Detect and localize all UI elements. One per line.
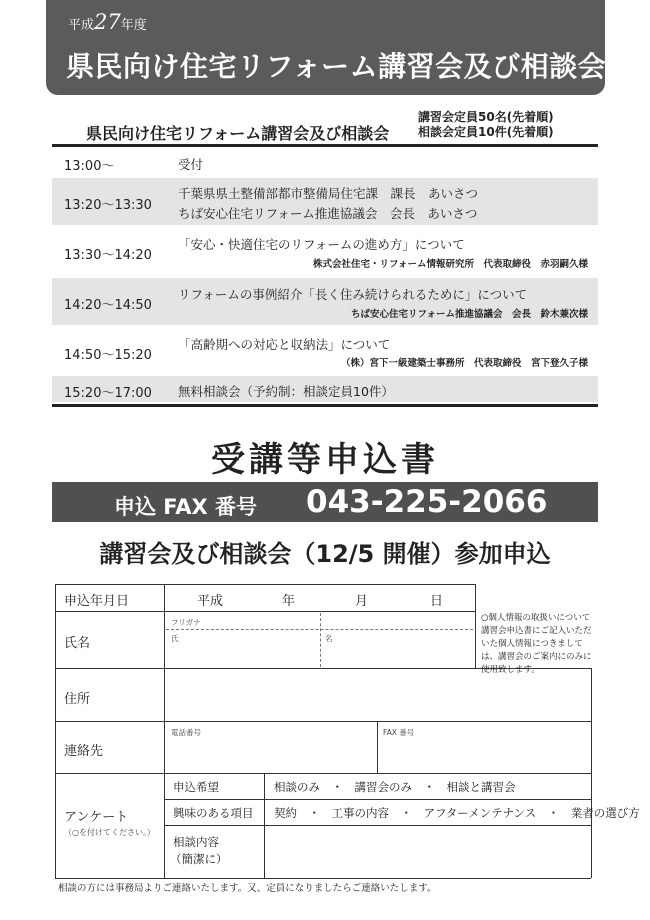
header-banner — [46, 0, 605, 95]
form-title: 受講等申込書 — [211, 440, 439, 480]
phone-field[interactable] — [165, 722, 376, 772]
given-name-label: 名 — [325, 634, 333, 643]
fax-label: 申込 FAX 番号 — [114, 495, 258, 519]
schedule-row: 13:30〜14:20 「安心・快適住宅のリフォームの進め方」について 株式会社住宅・リフォーム情報研究所 代表取締役 赤羽嗣久様 — [64, 237, 588, 270]
q2-label: 興味のある項目 — [173, 806, 254, 820]
schedule-bottom-rule — [52, 404, 598, 407]
schedule-row: 15:20〜17:00 無料相談会（予約制：相談定員10件） — [52, 376, 598, 402]
program-title: 県民向け住宅リフォーム講習会及び相談会 — [86, 124, 390, 143]
contact-label: 連絡先 — [64, 744, 104, 759]
date-day: 日 — [430, 594, 444, 609]
family-name-label: 氏 — [171, 634, 179, 643]
event-title: 講習会及び相談会（12/5 開催）参加申込 — [99, 540, 551, 568]
date-era: 平成 — [197, 594, 224, 609]
date-label: 申込年月日 — [64, 594, 130, 609]
schedule-row: 13:00〜 受付 — [64, 157, 204, 174]
fiscal-year: 平成27年度 — [68, 10, 147, 34]
date-field[interactable] — [165, 585, 474, 610]
q1-options[interactable]: 相談のみ ・ 講習会のみ ・ 相談と講習会 — [274, 780, 516, 794]
capacity-info: 講習会定員50名(先着順) 相談会定員10件(先着順) — [418, 110, 554, 139]
phone-label: 電話番号 — [171, 728, 201, 737]
fax-banner — [52, 482, 598, 522]
q1-label: 申込希望 — [173, 780, 219, 794]
survey-label: アンケート — [64, 810, 129, 825]
schedule-row: 14:20〜14:50 リフォームの事例紹介「長く住み続けられるために」について ちば安心住宅リフォーム推進協議会 会長 鈴木兼次様 — [52, 278, 598, 325]
schedule-row: 14:50〜15:20 「高齢期への対応と収納法」について （株）宮下一級建築士事務所 代表取締役 宮下登久子様 — [64, 337, 588, 369]
q2-options[interactable]: 契約 ・ 工事の内容 ・ アフターメンテナンス ・ 業者の選び方 — [274, 806, 640, 820]
address-field[interactable] — [165, 669, 590, 720]
schedule-row: 13:20〜13:30 千葉県県土整備部都市整備局住宅課 課長 あいさつ ちば安心住宅リフォーム推進協議会 会長 あいさつ — [52, 178, 598, 225]
privacy-note: ○個人情報の取扱いについて講習会申込書にご記入いただいた個人情報につきましては、講習会のご案内にのみに使用致します。 — [481, 613, 592, 675]
fax-field-label: FAX 番号 — [383, 728, 415, 737]
schedule-top-rule — [52, 144, 598, 147]
date-year: 年 — [282, 594, 296, 609]
footer-note: 相談の方には事務局よりご連絡いたします。又、定員になりましたらご連絡いたします。 — [58, 883, 437, 894]
survey-note: （○を付けてください。） — [64, 828, 155, 837]
date-month: 月 — [355, 594, 369, 609]
given-name-field[interactable] — [321, 612, 474, 667]
address-label: 住所 — [64, 692, 91, 707]
page-title: 県民向け住宅リフォーム講習会及び相談会 — [66, 50, 607, 83]
consult-content-field[interactable] — [265, 826, 590, 877]
q3-label-sub: （簡潔に） — [170, 852, 228, 866]
q3-label: 相談内容 — [173, 835, 219, 849]
family-name-field[interactable] — [165, 612, 319, 667]
fax-number: 043-225-2066 — [306, 484, 548, 520]
furigana-label: フリガナ — [171, 618, 201, 627]
name-label: 氏名 — [64, 636, 91, 651]
fax-field[interactable] — [378, 722, 590, 772]
